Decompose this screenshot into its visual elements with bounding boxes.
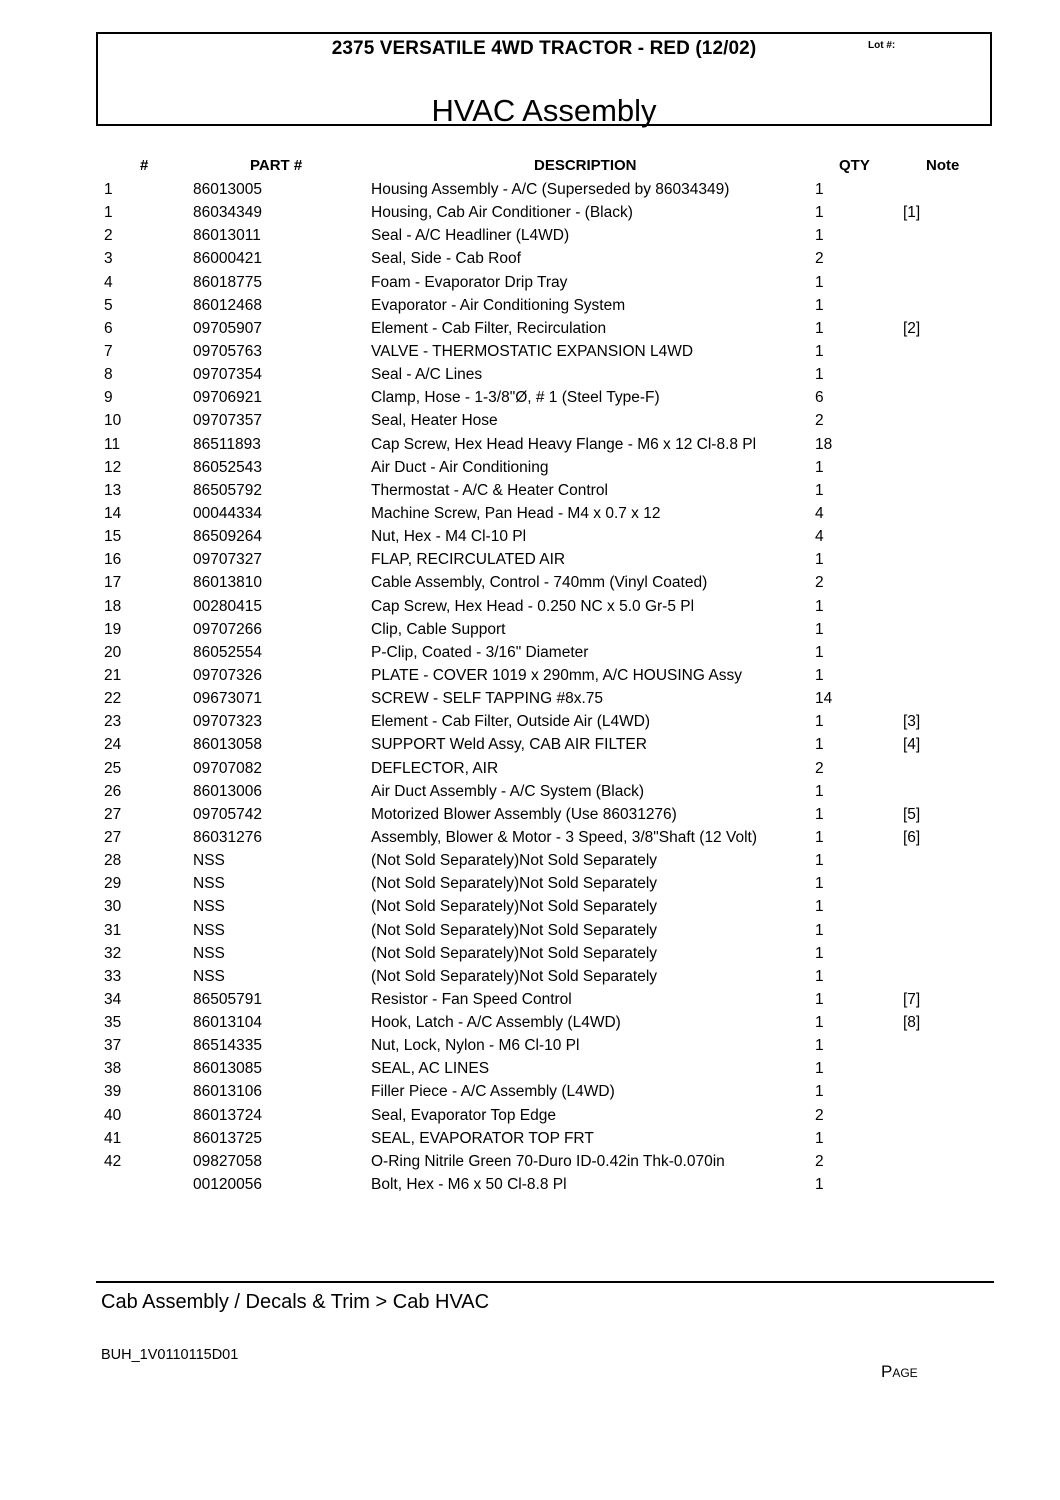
part-description: Evaporator - Air Conditioning System xyxy=(371,296,626,314)
part-note: [4] xyxy=(903,736,921,754)
part-number: 86013724 xyxy=(193,1106,262,1124)
part-quantity: 2 xyxy=(815,759,824,777)
part-number-index: 35 xyxy=(104,1014,122,1032)
part-number: 86013011 xyxy=(193,227,261,245)
part-quantity: 1 xyxy=(815,805,824,823)
part-number-index: 13 xyxy=(104,481,122,499)
part-quantity: 2 xyxy=(815,250,824,268)
column-header-number: # xyxy=(140,157,149,174)
part-number: 09705763 xyxy=(193,342,262,360)
part-description: (Not Sold Separately)Not Sold Separately xyxy=(371,967,658,985)
part-number: 86013006 xyxy=(193,782,262,800)
part-description: Housing, Cab Air Conditioner - (Black) xyxy=(371,204,633,222)
table-row xyxy=(0,201,1060,224)
table-row xyxy=(0,1173,1060,1196)
table-row xyxy=(0,456,1060,479)
part-quantity: 1 xyxy=(815,319,824,337)
part-description: Air Duct Assembly - A/C System (Black) xyxy=(371,782,645,800)
part-number: 09827058 xyxy=(193,1152,262,1170)
part-description: Clamp, Hose - 1-3/8"Ø, # 1 (Steel Type-F) xyxy=(371,389,660,407)
table-row xyxy=(0,271,1060,294)
part-description: FLAP, RECIRCULATED AIR xyxy=(371,551,566,569)
table-row xyxy=(0,386,1060,409)
part-number: 86505792 xyxy=(193,481,262,499)
part-number: 09707266 xyxy=(193,620,262,638)
part-quantity: 6 xyxy=(815,389,824,407)
lot-number-label: Lot #: xyxy=(868,40,896,51)
part-quantity: 1 xyxy=(815,643,824,661)
part-quantity: 1 xyxy=(815,1014,824,1032)
part-number: NSS xyxy=(193,967,225,985)
part-number-index: 22 xyxy=(104,690,122,708)
part-number-index: 1 xyxy=(104,204,113,222)
table-row xyxy=(0,733,1060,756)
part-quantity: 1 xyxy=(815,921,824,939)
part-number: 09707354 xyxy=(193,366,262,384)
table-row xyxy=(0,317,1060,340)
table-row xyxy=(0,687,1060,710)
part-quantity: 1 xyxy=(815,713,824,731)
part-description: SCREW - SELF TAPPING #8x.75 xyxy=(371,690,603,708)
part-description: Clip, Cable Support xyxy=(371,620,506,638)
table-row xyxy=(0,710,1060,733)
part-description: Thermostat - A/C & Heater Control xyxy=(371,481,608,499)
table-row xyxy=(0,988,1060,1011)
part-quantity: 1 xyxy=(815,828,824,846)
part-number-index: 31 xyxy=(104,921,122,939)
part-number: 86511893 xyxy=(193,435,261,453)
breadcrumb: Cab Assembly / Decals & Trim > Cab HVAC xyxy=(101,1291,490,1313)
part-quantity: 1 xyxy=(815,990,824,1008)
part-number: 86000421 xyxy=(193,250,262,268)
part-quantity: 1 xyxy=(815,481,824,499)
part-description: Element - Cab Filter, Recirculation xyxy=(371,319,607,337)
part-note: [8] xyxy=(903,1014,921,1032)
part-quantity: 2 xyxy=(815,1106,824,1124)
part-number: NSS xyxy=(193,944,225,962)
part-number: 86013005 xyxy=(193,181,262,198)
part-description: Cable Assembly, Control - 740mm (Vinyl Coated) xyxy=(371,574,708,592)
part-quantity: 2 xyxy=(815,1152,824,1170)
part-number: 86013058 xyxy=(193,736,262,754)
part-number: 00044334 xyxy=(193,504,262,522)
part-note: [3] xyxy=(903,713,921,731)
part-number: 09706921 xyxy=(193,389,262,407)
part-quantity: 1 xyxy=(815,967,824,985)
table-row xyxy=(0,641,1060,664)
table-row xyxy=(0,247,1060,270)
part-number-index: 26 xyxy=(104,782,122,800)
part-quantity: 2 xyxy=(815,412,824,430)
part-description: VALVE - THERMOSTATIC EXPANSION L4WD xyxy=(371,342,694,360)
part-number-index: 16 xyxy=(104,551,122,569)
part-number: NSS xyxy=(193,921,225,939)
part-number: 86509264 xyxy=(193,528,262,546)
table-row xyxy=(0,479,1060,502)
part-number-index: 20 xyxy=(104,643,122,661)
part-number-index: 9 xyxy=(104,389,113,407)
part-description: O-Ring Nitrile Green 70-Duro ID-0.42in Thk-0.070in xyxy=(371,1152,725,1170)
table-row xyxy=(0,595,1060,618)
part-number-index: 23 xyxy=(104,713,122,731)
part-number-index: 27 xyxy=(104,805,122,823)
part-quantity: 1 xyxy=(815,898,824,916)
part-number: 86013085 xyxy=(193,1060,262,1078)
part-description: Motorized Blower Assembly (Use 86031276) xyxy=(371,805,677,823)
part-number-index: 32 xyxy=(104,944,122,962)
table-row xyxy=(0,294,1060,317)
part-description: (Not Sold Separately)Not Sold Separately xyxy=(371,898,658,916)
part-description: PLATE - COVER 1019 x 290mm, A/C HOUSING Assy xyxy=(371,666,742,684)
part-number-index: 14 xyxy=(104,504,122,522)
part-quantity: 1 xyxy=(815,944,824,962)
part-number: 86013810 xyxy=(193,574,262,592)
part-description: Machine Screw, Pan Head - M4 x 0.7 x 12 xyxy=(371,504,661,522)
part-number: 86018775 xyxy=(193,273,262,291)
part-number-index: 10 xyxy=(104,412,122,430)
table-row xyxy=(0,1127,1060,1150)
part-description: Air Duct - Air Conditioning xyxy=(371,458,549,476)
part-description: Assembly, Blower & Motor - 3 Speed, 3/8"Shaft (12 Volt) xyxy=(371,828,758,846)
part-quantity: 1 xyxy=(815,342,824,360)
part-note: [5] xyxy=(903,805,921,823)
part-number: 09705907 xyxy=(193,319,262,337)
part-quantity: 1 xyxy=(815,1083,824,1101)
table-row xyxy=(0,1034,1060,1057)
table-row xyxy=(0,803,1060,826)
part-number-index: 3 xyxy=(104,250,113,268)
part-quantity: 1 xyxy=(815,181,824,198)
table-row xyxy=(0,178,1060,201)
part-description: P-Clip, Coated - 3/16" Diameter xyxy=(371,643,589,661)
part-number: 86031276 xyxy=(193,828,262,846)
part-number: 86013725 xyxy=(193,1129,262,1147)
part-number: 09707327 xyxy=(193,551,262,569)
part-quantity: 1 xyxy=(815,1037,824,1055)
part-quantity: 1 xyxy=(815,227,824,245)
part-number-index: 27 xyxy=(104,828,122,846)
part-number-index: 33 xyxy=(104,967,122,985)
part-number-index: 18 xyxy=(104,597,122,615)
part-description: (Not Sold Separately)Not Sold Separately xyxy=(371,944,658,962)
part-quantity: 18 xyxy=(815,435,833,453)
part-number-index: 25 xyxy=(104,759,122,777)
part-quantity: 1 xyxy=(815,273,824,291)
part-quantity: 1 xyxy=(815,875,824,893)
part-quantity: 1 xyxy=(815,736,824,754)
part-number-index: 39 xyxy=(104,1083,122,1101)
table-row xyxy=(0,826,1060,849)
part-quantity: 2 xyxy=(815,574,824,592)
part-number: NSS xyxy=(193,852,225,870)
part-description: (Not Sold Separately)Not Sold Separately xyxy=(371,852,658,870)
part-description: Cap Screw, Hex Head Heavy Flange - M6 x 12 Cl-8.8 Pl xyxy=(371,435,757,453)
part-number: 00280415 xyxy=(193,597,262,615)
part-number-index: 5 xyxy=(104,296,113,314)
part-quantity: 1 xyxy=(815,366,824,384)
part-number-index: 21 xyxy=(104,666,122,684)
part-quantity: 1 xyxy=(815,666,824,684)
table-row xyxy=(0,571,1060,594)
part-description: Seal - A/C Headliner (L4WD) xyxy=(371,227,570,245)
part-description: SEAL, EVAPORATOR TOP FRT xyxy=(371,1129,594,1147)
column-header-part: PART # xyxy=(250,157,303,174)
part-description: Filler Piece - A/C Assembly (L4WD) xyxy=(371,1083,615,1101)
table-row xyxy=(0,849,1060,872)
part-description: Seal, Side - Cab Roof xyxy=(371,250,521,268)
part-number: 86514335 xyxy=(193,1037,262,1055)
part-number: 86052543 xyxy=(193,458,262,476)
part-quantity: 1 xyxy=(815,204,824,222)
part-description: Seal, Evaporator Top Edge xyxy=(371,1106,556,1124)
part-number: 86013106 xyxy=(193,1083,262,1101)
table-row xyxy=(0,1150,1060,1173)
part-number: 09707082 xyxy=(193,759,262,777)
part-number-index: 15 xyxy=(104,528,122,546)
part-number-index: 2 xyxy=(104,227,113,245)
part-number-index: 12 xyxy=(104,458,122,476)
part-number: 09673071 xyxy=(193,690,262,708)
part-quantity: 1 xyxy=(815,1129,824,1147)
table-row xyxy=(0,224,1060,247)
section-title: HVAC Assembly xyxy=(431,93,657,128)
table-row xyxy=(0,919,1060,942)
column-header-description: DESCRIPTION xyxy=(534,157,637,174)
part-number-index: 37 xyxy=(104,1037,122,1055)
part-quantity: 14 xyxy=(815,690,833,708)
table-row xyxy=(0,780,1060,803)
part-description: Foam - Evaporator Drip Tray xyxy=(371,273,568,291)
part-quantity: 1 xyxy=(815,782,824,800)
part-quantity: 1 xyxy=(815,1176,824,1194)
table-row xyxy=(0,757,1060,780)
part-number-index: 40 xyxy=(104,1106,122,1124)
part-description: Bolt, Hex - M6 x 50 Cl-8.8 Pl xyxy=(371,1176,567,1194)
document-title: 2375 VERSATILE 4WD TRACTOR - RED (12/02) xyxy=(331,38,757,59)
part-description: Resistor - Fan Speed Control xyxy=(371,990,572,1008)
part-description: Seal, Heater Hose xyxy=(371,412,498,430)
table-row xyxy=(0,895,1060,918)
table-row xyxy=(0,942,1060,965)
table-row xyxy=(0,1104,1060,1127)
parts-table xyxy=(0,178,1060,1196)
part-description: Seal - A/C Lines xyxy=(371,366,483,384)
part-number: 86505791 xyxy=(193,990,262,1008)
table-row xyxy=(0,525,1060,548)
part-number-index: 30 xyxy=(104,898,122,916)
part-number: 86013104 xyxy=(193,1014,262,1032)
part-description: Hook, Latch - A/C Assembly (L4WD) xyxy=(371,1014,621,1032)
part-number-index: 8 xyxy=(104,366,113,384)
part-number-index: 28 xyxy=(104,852,122,870)
part-number: 09707357 xyxy=(193,412,262,430)
part-number-index: 24 xyxy=(104,736,122,754)
part-number-index: 6 xyxy=(104,319,113,337)
part-quantity: 1 xyxy=(815,458,824,476)
document-code: BUH_1V0110115D01 xyxy=(101,1347,239,1363)
part-note: [1] xyxy=(903,204,921,222)
part-quantity: 1 xyxy=(815,597,824,615)
part-quantity: 1 xyxy=(815,296,824,314)
part-number-index: 34 xyxy=(104,990,122,1008)
table-row xyxy=(0,872,1060,895)
part-quantity: 1 xyxy=(815,1060,824,1078)
table-row xyxy=(0,1057,1060,1080)
table-row xyxy=(0,409,1060,432)
part-number-index: 38 xyxy=(104,1060,122,1078)
column-header-qty: QTY xyxy=(839,157,870,174)
part-number-index: 1 xyxy=(104,181,113,198)
part-note: [6] xyxy=(903,828,921,846)
part-number-index: 29 xyxy=(104,875,122,893)
part-description: Cap Screw, Hex Head - 0.250 NC x 5.0 Gr-5 Pl xyxy=(371,597,695,615)
table-row xyxy=(0,548,1060,571)
part-number: 09707326 xyxy=(193,666,262,684)
part-number: 09707323 xyxy=(193,713,262,731)
part-quantity: 1 xyxy=(815,852,824,870)
part-description: Nut, Lock, Nylon - M6 Cl-10 Pl xyxy=(371,1037,580,1055)
part-quantity: 1 xyxy=(815,620,824,638)
table-row xyxy=(0,1080,1060,1103)
table-row xyxy=(0,1011,1060,1034)
part-number-index: 11 xyxy=(104,435,121,453)
part-description: DEFLECTOR, AIR xyxy=(371,759,499,777)
table-row xyxy=(0,664,1060,687)
part-number: 86012468 xyxy=(193,296,262,314)
part-number: 09705742 xyxy=(193,805,262,823)
table-row xyxy=(0,965,1060,988)
part-number: 00120056 xyxy=(193,1176,262,1194)
part-quantity: 1 xyxy=(815,551,824,569)
part-number-index: 7 xyxy=(104,342,113,360)
header-box xyxy=(96,32,992,126)
part-number-index: 19 xyxy=(104,620,122,638)
part-quantity: 4 xyxy=(815,528,824,546)
part-description: (Not Sold Separately)Not Sold Separately xyxy=(371,921,658,939)
page-label: Page xyxy=(881,1362,918,1381)
part-note: [2] xyxy=(903,319,921,337)
part-number-index: 4 xyxy=(104,273,113,291)
footer-divider xyxy=(96,1281,994,1283)
table-row xyxy=(0,502,1060,525)
table-row xyxy=(0,340,1060,363)
part-description: Nut, Hex - M4 Cl-10 Pl xyxy=(371,528,527,546)
table-row xyxy=(0,618,1060,641)
part-description: (Not Sold Separately)Not Sold Separately xyxy=(371,875,658,893)
part-number-index: 41 xyxy=(104,1129,122,1147)
part-number: 86052554 xyxy=(193,643,262,661)
part-number: NSS xyxy=(193,898,225,916)
part-description: SUPPORT Weld Assy, CAB AIR FILTER xyxy=(371,736,647,754)
part-number: NSS xyxy=(193,875,225,893)
table-row xyxy=(0,433,1060,456)
part-quantity: 4 xyxy=(815,504,824,522)
part-description: SEAL, AC LINES xyxy=(371,1060,490,1078)
part-description: Element - Cab Filter, Outside Air (L4WD) xyxy=(371,713,651,731)
part-note: [7] xyxy=(903,990,921,1008)
column-header-note: Note xyxy=(926,157,960,174)
part-number-index: 42 xyxy=(104,1152,122,1170)
part-number-index: 17 xyxy=(104,574,122,592)
part-number: 86034349 xyxy=(193,204,262,222)
part-description: Housing Assembly - A/C (Superseded by 86034349) xyxy=(371,181,730,198)
table-row xyxy=(0,363,1060,386)
